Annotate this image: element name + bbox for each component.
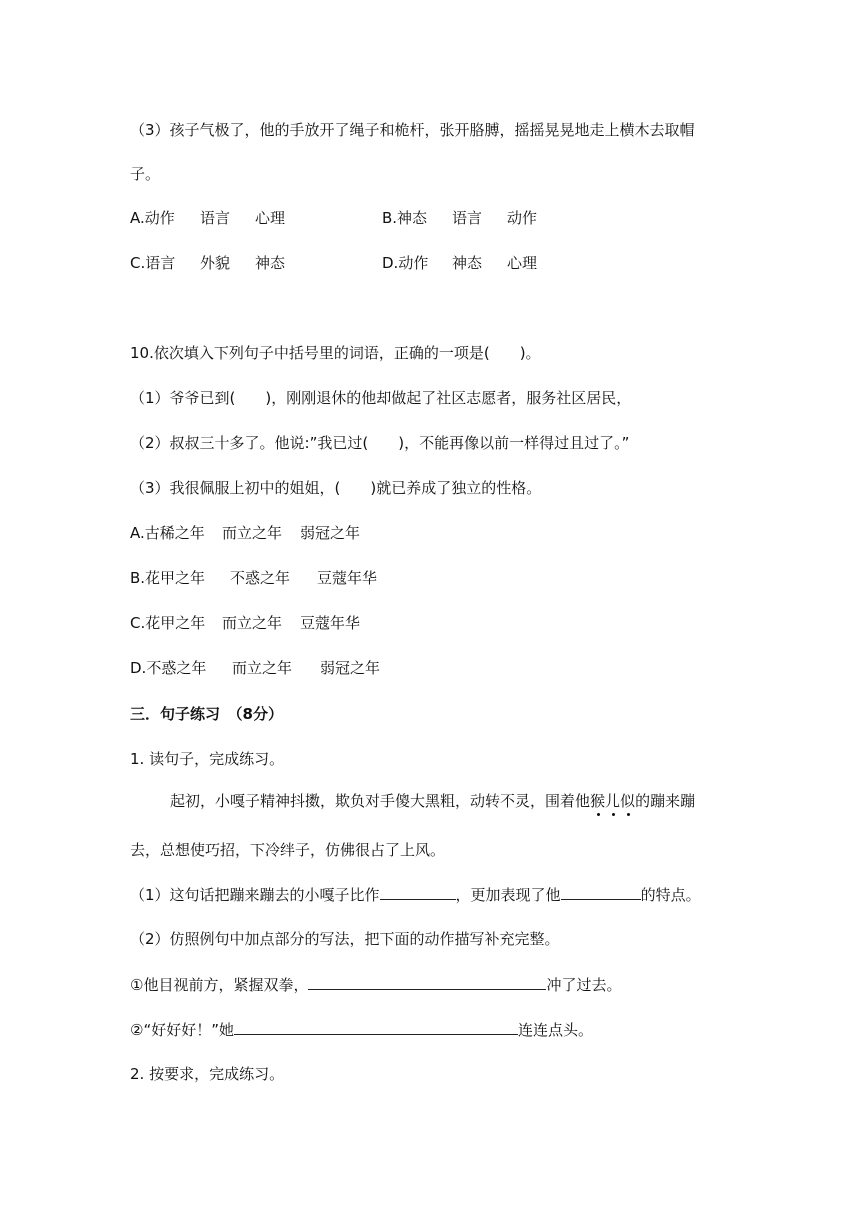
dotted-char: 儿 bbox=[605, 792, 621, 810]
option-part: B.神态 bbox=[382, 209, 428, 227]
option-part: 豆蔻年华 bbox=[300, 614, 361, 632]
option-part: 心理 bbox=[255, 209, 286, 227]
example-text: 连连点头。 bbox=[518, 1021, 594, 1039]
sub-question-2: （2）仿照例句中加点部分的写法，把下面的动作描写补充完整。 bbox=[130, 930, 560, 948]
example-text: ①他目视前方，紧握双拳， bbox=[130, 976, 309, 994]
option-part: C.语言 bbox=[130, 254, 176, 272]
option-part: 神态 bbox=[255, 254, 286, 272]
passage-line-2: 去，总想使巧招，下冷绊子，仿佛很占了上风。 bbox=[130, 841, 446, 859]
option-part: 而立之年 bbox=[222, 614, 283, 632]
passage-text: 起初，小嘎子精神抖擞，欺负对手傻大黑粗，动转不灵，围着他 bbox=[170, 792, 591, 810]
q9-3-option-b bbox=[382, 208, 537, 228]
q10-sentence-3: （3）我很佩服上初中的姐姐，( )就已养成了独立的性格。 bbox=[130, 479, 542, 497]
q10-option-b bbox=[130, 568, 377, 588]
answer-blank[interactable] bbox=[561, 884, 641, 900]
option-part: A.古稀之年 bbox=[130, 524, 205, 542]
option-part: 外貌 bbox=[200, 254, 231, 272]
option-part: 而立之年 bbox=[232, 659, 293, 677]
q9-3-option-a bbox=[130, 208, 285, 228]
sub1-text: 的特点。 bbox=[640, 886, 701, 904]
dotted-char: 猴 bbox=[590, 792, 606, 810]
q10-option-a bbox=[130, 523, 360, 543]
passage-text: 的蹦来蹦 bbox=[635, 792, 696, 810]
q10-option-c bbox=[130, 613, 360, 633]
passage-line-1 bbox=[170, 791, 695, 811]
example-1 bbox=[130, 974, 621, 995]
dotted-char: 似 bbox=[620, 792, 636, 810]
answer-blank[interactable] bbox=[234, 1019, 518, 1035]
option-part: D.动作 bbox=[382, 254, 429, 272]
option-part: 语言 bbox=[200, 209, 231, 227]
option-part: 弱冠之年 bbox=[320, 659, 381, 677]
s3-question-1-title: 1. 读句子，完成练习。 bbox=[130, 750, 285, 768]
sub1-text: ，更加表现了他 bbox=[455, 886, 561, 904]
q10-stem: 10.依次填入下列句子中括号里的词语，正确的一项是( )。 bbox=[130, 344, 541, 362]
sub1-text: （1）这句话把蹦来蹦去的小嘎子比作 bbox=[130, 886, 380, 904]
section-heading: 三．句子练习 （8分） bbox=[130, 705, 283, 723]
option-part: 心理 bbox=[507, 254, 538, 272]
q9-3-option-d bbox=[382, 253, 537, 273]
q9-3-option-c bbox=[130, 253, 285, 273]
option-part: D.不惑之年 bbox=[130, 659, 207, 677]
q10-sentence-1: （1）爷爷已到( )，刚刚退休的他却做起了社区志愿者，服务社区居民， bbox=[130, 389, 632, 407]
example-2 bbox=[130, 1019, 593, 1040]
option-part: 豆蔻年华 bbox=[317, 569, 378, 587]
option-part: A.动作 bbox=[130, 209, 175, 227]
sub-question-1 bbox=[130, 884, 701, 905]
option-part: 语言 bbox=[452, 209, 483, 227]
q10-sentence-2: （2）叔叔三十多了。他说:”我已过( )，不能再像以前一样得过且过了。” bbox=[130, 434, 630, 452]
q10-option-d bbox=[130, 658, 380, 678]
option-part: 而立之年 bbox=[222, 524, 283, 542]
option-part: B.花甲之年 bbox=[130, 569, 206, 587]
option-part: C.花甲之年 bbox=[130, 614, 206, 632]
option-part: 不惑之年 bbox=[230, 569, 291, 587]
s3-question-2-title: 2. 按要求，完成练习。 bbox=[130, 1065, 285, 1083]
answer-blank[interactable] bbox=[308, 974, 546, 990]
example-text: 冲了过去。 bbox=[546, 976, 622, 994]
option-part: 动作 bbox=[507, 209, 538, 227]
example-text: ②“好好好！”她 bbox=[130, 1021, 234, 1039]
option-part: 弱冠之年 bbox=[300, 524, 361, 542]
q9-3-text-line2: 子。 bbox=[130, 165, 161, 183]
answer-blank[interactable] bbox=[380, 884, 456, 900]
q9-3-text-line1: （3）孩子气极了，他的手放开了绳子和桅杆，张开胳膊，摇摇晃晃地走上横木去取帽 bbox=[130, 121, 695, 139]
option-part: 神态 bbox=[452, 254, 483, 272]
